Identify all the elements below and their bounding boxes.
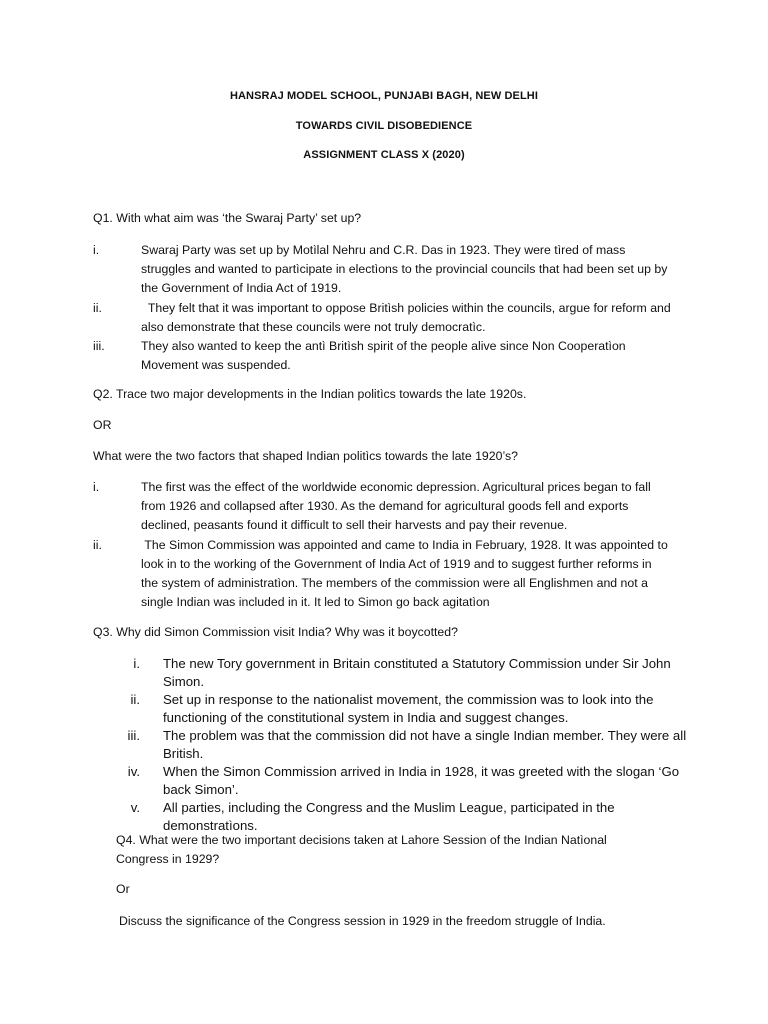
item-number: v. [130,800,140,815]
question-4-line-1: Q4. What were the two important decisions taken at Lahore Session of the Indian Natìonal [116,833,607,847]
q3-answer-list [116,655,716,835]
item-text: The new Tory government in Britain constituted a Statutory Commission under Sir John Simon. [163,656,671,689]
question-4-alternate: Discuss the significance of the Congress session in 1929 in the freedom struggle of India. [119,914,606,928]
item-text: When the Simon Commission arrived in India in 1928, it was greeted with the slogan ‘Go back Simon’. [163,764,680,797]
item-number: iii. [93,339,105,354]
q1-answer-list [93,241,693,375]
list-item [116,691,716,727]
list-item [93,299,693,337]
list-item [116,763,716,799]
question-2-alternate: What were the two factors that shaped Indian politìcs towards the late 1920’s? [93,449,518,463]
item-number: ii. [93,537,102,552]
item-text: They also wanted to keep the antì Britìsh spirit of the people alive since Non Cooperatìon Movement was suspended. [141,339,626,373]
list-item [93,536,693,613]
question-4-line-2: Congress in 1929? [116,852,220,866]
question-1: Q1. With what aim was ‘the Swaraj Party’ set up? [93,211,362,225]
item-number: ii. [130,692,140,707]
question-2: Q2. Trace two major developments in the Indian politìcs towards the late 1920s. [93,387,527,401]
list-item [93,241,693,299]
question-3: Q3. Why did Simon Commission visit India? Why was it boycotted? [93,625,458,639]
item-text: They felt that it was important to oppose Britìsh policies within the councils, argue for reform and also demonstrate that these councils were not truly democratìc. [141,300,675,334]
q2-answer-list [93,478,693,612]
list-item [116,799,716,835]
school-name: HANSRAJ MODEL SCHOOL, PUNJABI BAGH, NEW DELHI [229,90,539,102]
item-number: i. [93,243,100,257]
item-number: i. [133,656,140,671]
chapter-title: TOWARDS CIVIL DISOBEDIENCE [295,120,473,132]
item-number: iii. [127,728,140,743]
item-text: Set up in response to the nationalist movement, the commission was to look into the functioning of the constitutional system in India and suggest changes. [163,692,654,725]
or-label: OR [93,418,112,432]
item-text: All parties, including the Congress and the Muslim League, participated in the demonstratìons. [163,800,615,833]
item-text: Swaraj Party was set up by Motìlal Nehru and C.R. Das in 1923. They were tìred of mass struggles and wanted to partìcipate in electìons to the provincial councils that had been set up by the Government of India Act of 1919. [141,243,668,296]
item-text: The first was the effect of the worldwide economic depression. Agricultural prices began to fall from 1926 and collapsed after 1930. As the demand for agricultural goods fell and exports declined, peasants found it difficult to sell their harvests and pay their revenue. [141,480,651,533]
item-number: ii. [93,300,102,315]
or-label: Or [116,882,130,896]
list-item [116,727,716,763]
item-number: iv. [127,764,140,779]
list-item [116,655,716,691]
item-text: The problem was that the commission did not have a single Indian member. They were all British. [163,728,687,761]
list-item [93,478,693,536]
item-text: The Simon Commission was appointed and came to India in February, 1928. It was appointed to look in to the working of the Government of India Act of 1919 and to suggest further reforms in the system of administratìon. The members of the commission were all Englishmen and not a single Indian was included in it. It led to Simon go back agitatìon [141,537,672,610]
list-item [93,337,693,375]
item-number: i. [93,480,100,494]
assignment-title: ASSIGNMENT CLASS X (2020) [303,149,465,161]
